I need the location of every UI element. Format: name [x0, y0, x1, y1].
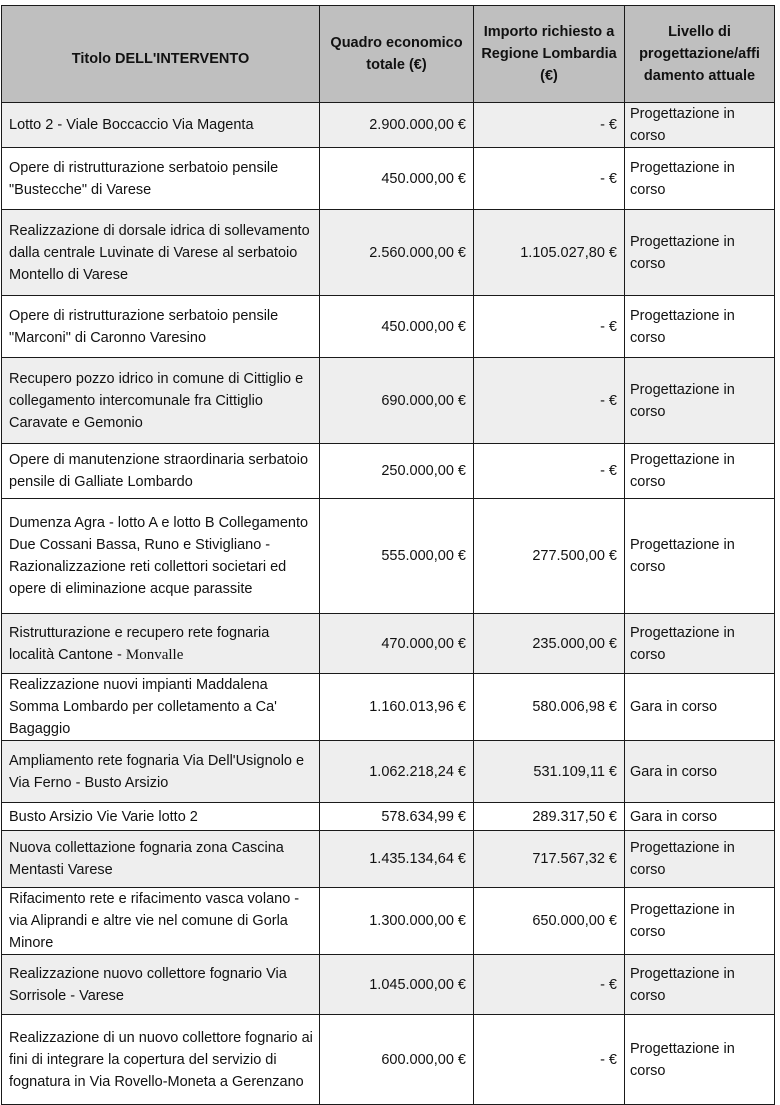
cell-livello: Progettazione in corso: [625, 358, 775, 444]
header-row: [2, 6, 775, 103]
cell-titolo: Nuova collettazione fognaria zona Cascina Mentasti Varese: [2, 831, 320, 888]
cell-quadro-economico: 2.900.000,00 €: [320, 103, 474, 148]
cell-titolo: Realizzazione di un nuovo collettore fognario ai fini di integrare la copertura del servizio di fognatura in Via Rovello-Moneta a Gerenzano: [2, 1015, 320, 1105]
cell-livello: Progettazione in corso: [625, 103, 775, 148]
cell-importo-richiesto: - €: [474, 358, 625, 444]
cell-importo-richiesto: 531.109,11 €: [474, 741, 625, 803]
cell-livello: Gara in corso: [625, 741, 775, 803]
header-quadro-economico: Quadro economico totale (€): [320, 6, 474, 103]
interventions-table: [1, 5, 775, 1105]
cell-quadro-economico: 450.000,00 €: [320, 296, 474, 358]
cell-quadro-economico: 1.062.218,24 €: [320, 741, 474, 803]
cell-importo-richiesto: - €: [474, 148, 625, 210]
cell-livello: Progettazione in corso: [625, 444, 775, 499]
cell-livello: Gara in corso: [625, 674, 775, 741]
cell-titolo: Opere di ristrutturazione serbatoio pensile "Marconi" di Caronno Varesino: [2, 296, 320, 358]
cell-titolo: Recupero pozzo idrico in comune di Cittiglio e collegamento intercomunale fra Cittiglio Caravate e Gemonio: [2, 358, 320, 444]
cell-titolo: Dumenza Agra - lotto A e lotto B Collegamento Due Cossani Bassa, Runo e Stivigliano - Razionalizzazione reti collettori societari ed opere di eliminazione acque parassite: [2, 499, 320, 614]
table-row: [2, 741, 775, 803]
cell-livello: Progettazione in corso: [625, 1015, 775, 1105]
cell-livello: Progettazione in corso: [625, 210, 775, 296]
cell-importo-richiesto: 717.567,32 €: [474, 831, 625, 888]
cell-importo-richiesto: 1.105.027,80 €: [474, 210, 625, 296]
cell-quadro-economico: 578.634,99 €: [320, 803, 474, 831]
cell-titolo: Ampliamento rete fognaria Via Dell'Usignolo e Via Ferno - Busto Arsizio: [2, 741, 320, 803]
header-titolo: Titolo DELL'INTERVENTO: [2, 6, 320, 103]
cell-importo-richiesto: 235.000,00 €: [474, 614, 625, 674]
cell-livello: Progettazione in corso: [625, 888, 775, 955]
header-importo-richiesto: Importo richiesto a Regione Lombardia (€): [474, 6, 625, 103]
table-row: [2, 1015, 775, 1105]
cell-importo-richiesto: 580.006,98 €: [474, 674, 625, 741]
cell-livello: Progettazione in corso: [625, 831, 775, 888]
cell-quadro-economico: 450.000,00 €: [320, 148, 474, 210]
cell-quadro-economico: 690.000,00 €: [320, 358, 474, 444]
cell-importo-richiesto: - €: [474, 296, 625, 358]
table-row: [2, 955, 775, 1015]
cell-livello: Progettazione in corso: [625, 614, 775, 674]
cell-quadro-economico: 1.435.134,64 €: [320, 831, 474, 888]
table-row: [2, 358, 775, 444]
table-header: [2, 6, 775, 103]
cell-importo-richiesto: - €: [474, 955, 625, 1015]
cell-quadro-economico: 2.560.000,00 €: [320, 210, 474, 296]
cell-titolo: Lotto 2 - Viale Boccaccio Via Magenta: [2, 103, 320, 148]
cell-livello: Gara in corso: [625, 803, 775, 831]
table-row: [2, 614, 775, 674]
table-body: [2, 103, 775, 1105]
cell-livello: Progettazione in corso: [625, 955, 775, 1015]
table-row: [2, 674, 775, 741]
header-livello-progettazione: Livello di progettazione/affi damento attuale: [625, 6, 775, 103]
cell-quadro-economico: 1.160.013,96 €: [320, 674, 474, 741]
cell-titolo: Opere di ristrutturazione serbatoio pensile "Bustecche" di Varese: [2, 148, 320, 210]
cell-titolo-serif-text: Monvalle: [125, 646, 184, 663]
cell-quadro-economico: 250.000,00 €: [320, 444, 474, 499]
table-row: [2, 888, 775, 955]
cell-quadro-economico: 470.000,00 €: [320, 614, 474, 674]
cell-importo-richiesto: 277.500,00 €: [474, 499, 625, 614]
table-row: [2, 444, 775, 499]
cell-importo-richiesto: 289.317,50 €: [474, 803, 625, 831]
cell-livello: Progettazione in corso: [625, 148, 775, 210]
table-row: [2, 296, 775, 358]
cell-titolo: Realizzazione nuovo collettore fognario Via Sorrisole - Varese: [2, 955, 320, 1015]
cell-titolo: Realizzazione nuovi impianti Maddalena Somma Lombardo per colletamento a Ca' Bagaggio: [2, 674, 320, 741]
cell-importo-richiesto: - €: [474, 444, 625, 499]
cell-quadro-economico: 555.000,00 €: [320, 499, 474, 614]
cell-livello: Progettazione in corso: [625, 296, 775, 358]
table-row: [2, 103, 775, 148]
cell-titolo: Rifacimento rete e rifacimento vasca volano - via Aliprandi e altre vie nel comune di Gorla Minore: [2, 888, 320, 955]
table-row: [2, 148, 775, 210]
cell-titolo: [2, 614, 320, 674]
interventions-table-sheet: [1, 5, 774, 1105]
cell-importo-richiesto: 650.000,00 €: [474, 888, 625, 955]
cell-titolo: Realizzazione di dorsale idrica di sollevamento dalla centrale Luvinate di Varese al serbatoio Montello di Varese: [2, 210, 320, 296]
table-row: [2, 831, 775, 888]
table-row: [2, 499, 775, 614]
table-row: [2, 803, 775, 831]
cell-importo-richiesto: - €: [474, 1015, 625, 1105]
cell-titolo: Opere di manutenzione straordinaria serbatoio pensile di Galliate Lombardo: [2, 444, 320, 499]
table-row: [2, 210, 775, 296]
cell-quadro-economico: 1.300.000,00 €: [320, 888, 474, 955]
cell-livello: Progettazione in corso: [625, 499, 775, 614]
cell-importo-richiesto: - €: [474, 103, 625, 148]
cell-titolo: Busto Arsizio Vie Varie lotto 2: [2, 803, 320, 831]
cell-quadro-economico: 1.045.000,00 €: [320, 955, 474, 1015]
cell-quadro-economico: 600.000,00 €: [320, 1015, 474, 1105]
cell-titolo-text: Ristrutturazione e recupero rete fognaria località Cantone -: [9, 624, 270, 663]
